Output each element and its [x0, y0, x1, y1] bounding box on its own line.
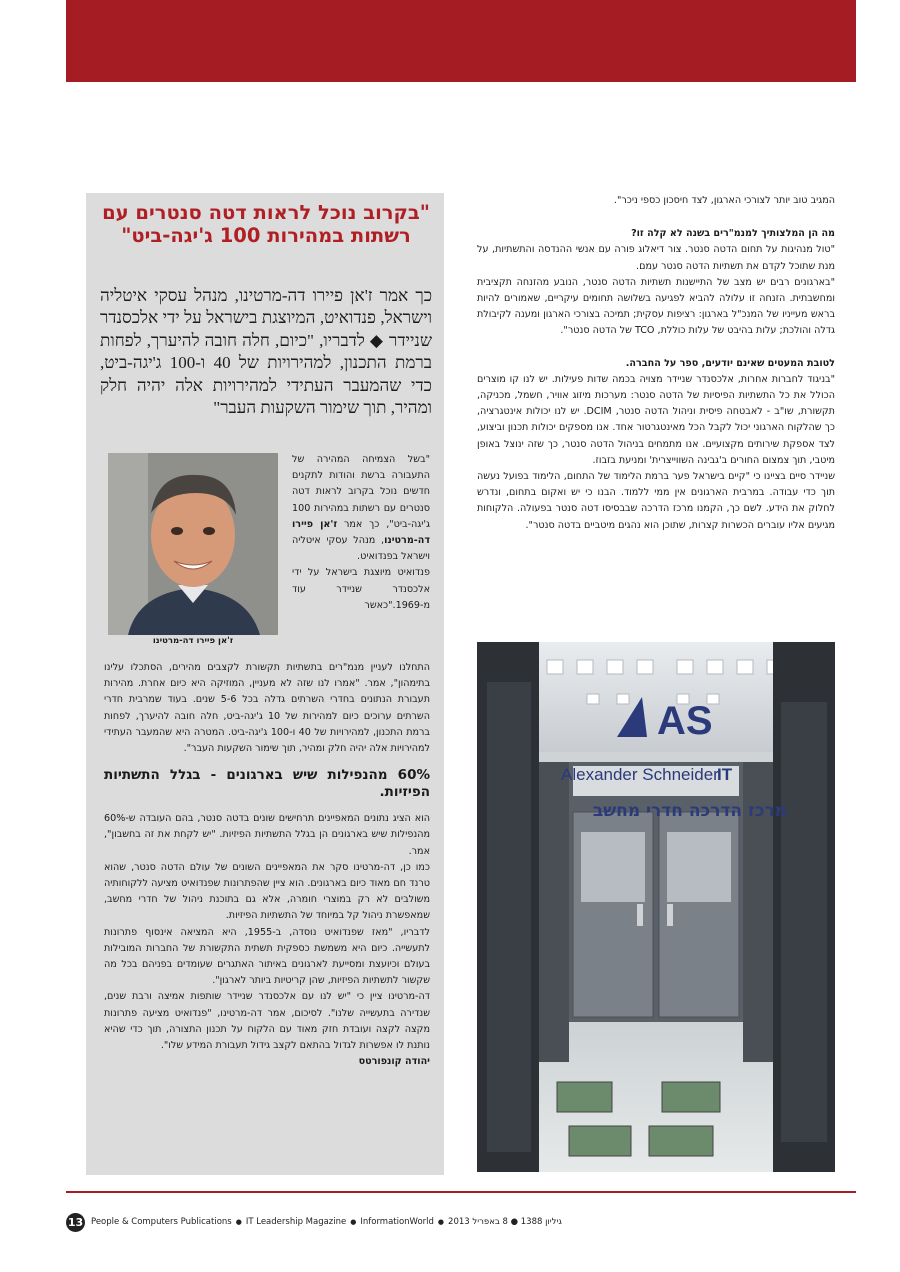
speaker-name: ז'אן פיירו דה-מרטינו	[292, 518, 430, 547]
paragraph: הוא הציג נתונים המאפיינים תרחישים שונים בדטה סנטר, בהם העובדה ש-60% מהנפילות שיש בארגונים הן בגלל התשתיות הפיזיות. "יש לקחת את זה בחשבון", אמר.	[104, 813, 430, 857]
right-article-column	[477, 193, 835, 534]
paragraph: שניידר סיים בציינו כי "קיים בישראל פער ברמת הלימוד של התחום, הלימוד בפועל נעשה תוך כדי עבודה. במרבית הארגונים אין ממי ללמוד. הבנו כי יש ואקום בתחום, ונדרש לחלוק את הידע. לשם כך, הקמנו מרכז הדרכה שבבסיסו דטה סנטר בפעולה. הלקוחות מגיעים אליו עוברים הכשרות קצרות, שתוכן הוא נהגים מיטביים בדטה סנטר".	[477, 471, 835, 531]
publication-line	[91, 1217, 562, 1227]
section-subheading: 60% מהנפילות שיש בארגונים - בגלל התשתיות הפיזיות.	[104, 767, 430, 801]
article-headline: "בקרוב נוכל לראות דטה סנטרים עם רשתות במהירות 100 ג'יגה-ביט"	[102, 201, 430, 247]
logo-mark: AS	[657, 699, 713, 743]
magazine-name: IT Leadership Magazine	[245, 1217, 347, 1227]
paragraph: דה-מרטינו ציין כי "יש לנו עם אלכסנדר שניידר שותפות אמיצה ורבת שנים, שנדירה בתעשייה שלנו". לסיכום, אמר דה-מרטינו, "פנדואיט מציעה פתרונות מקצה לקצה ועובדת חזק מאוד עם הלקוח על תכנון התצורה, תוך כדי שהיא נותנת לו אפשרות לגדול בהתאם לקצב גידול תעבורת המידע שלו".	[104, 991, 430, 1052]
magazine-name: InformationWorld	[360, 1217, 434, 1227]
training-center-sign: מרכז הדרכה חדרי מחשב	[592, 801, 787, 821]
article-lead: כך אמר ז'אן פיירו דה-מרטינו, מנהל עסקי איטליה וישראל, פנדואיט, המיוצגת בישראל על ידי אלכסנדר שניידר ◆ לדבריו, "כיום, חלה חובה להיערך, לפחות ברמת התכנון, למהירויות של 40 ו-100 ג'יגה-ביט, כדי שהמעבר העתידי למהירויות אלה יהיה חלק ומהיר, תוך שימור השקעות העבר"	[100, 286, 432, 418]
paragraph: "טול מנהיגות על תחום הדטה סנטר. צור דיאלוג פורה עם אנשי ההנדסה והתשתיות, על מנת שתוכל לקדם את תשתיות הדטה סנטר עמם.	[477, 244, 835, 272]
issue-info: גיליון 1388 ● 8 באפריל 2013	[448, 1217, 562, 1227]
speaker-portrait	[108, 453, 278, 635]
left-article-body	[104, 660, 430, 1070]
paragraph: המגיב טוב יותר לצורכי הארגון, לצד חיסכון כספי ניכר".	[613, 195, 835, 206]
page-footer	[66, 1213, 856, 1233]
brand-name: Alexander Schneider	[561, 765, 719, 784]
separator-dot: ●	[235, 1218, 242, 1226]
paragraph: התחלנו לעניין מנמ"רים בתשתיות תקשורת לקצבים מהירים, הסתכלו עלינו בתימהון", אמר. "אמרו לנו שזה לא מעניין, המוזיקה היא כיום אחרת. מהירות תעבורת הנתונים בחדרי השרתים גדלה בכל 5-6 שנים. בעוד שמרבית חדרי השרתים ערוכים כיום למהירות של 10 ג'יגה-ביט, חלה חובה להיערך, לפחות ברמת התכנון, למהירויות של 40 ו-100 ג'יגה-ביט. המטרה היא שהמעבר העתידי למהירויות אלה יהיה חלק ומהיר, תוך שימור השקעות העבר".	[104, 662, 430, 755]
author-signature: יהודה קונפורטס	[358, 1056, 430, 1068]
paragraph: לדבריו, "מאז שפנדואיט נוסדה, ב-1955, היא המציאה אינסוף פתרונות לתעשייה. כיום היא משמשת כספקית תשתית התקשורת של החברות המובילות בעולם וכיועצת ומסייעת לארגונים באיתור האתגרים שעומדים בפניהם בכל מה שקשור לתשתיות הפיזיות, שהן קריטיות ביותר לארגון".	[104, 926, 430, 987]
publisher-name: People & Computers Publications	[91, 1217, 232, 1227]
paragraph: פנדואיט מיוצגת בישראל על ידי אלכסנדר שניידר עוד מ-1969."כאשר	[292, 567, 430, 611]
paragraph	[292, 452, 430, 565]
separator-dot: ●	[437, 1218, 445, 1226]
portrait-caption: ז'אן פיירו דה-מרטינו	[152, 636, 234, 646]
paragraph: "בניגוד לחברות אחרות, אלכסנדר שניידר מצויה בכמה שדות פעילות. יש לנו קו מוצרים הכולל את כל התשתיות הפיסיות של הדטה סנטר: מערכות מיזוג אוויר, חשמל, מכניקה, תקשורת, שו"ב - לאבטחה פיסית וניהול הדטה סנטר, DCIM. יש לנו יכולות אינטגרציה, כך שהלקוח הארגוני יכול לקבל הכל מאינטגרטור אחד. אנו מספקים יכולות תכנון וביצוע, לצד אספקת שירותים מקצועיים. אנו מתמחים בניהול הדטה סנטר, כך שזה ינוצל באופן מיטבי, תוך צמצום החורים ב'גבינה השווייצרית' ומניעת בזבוז.	[477, 373, 835, 466]
text-span: , מנהל עסקי איטליה וישראל בפנדואיט.	[292, 535, 430, 563]
footer-rule	[66, 1191, 856, 1193]
separator-dot: ●	[350, 1218, 357, 1226]
text-span: "בשל הצמיחה המהירה של התעבורה ברשת והודות לתקנים חדשים נוכל בקרוב לראות דטה סנטרים עם רשתות במהירות 100 ג'יגה-ביט", כך אמר	[292, 454, 430, 530]
paragraph: "בארגונים רבים יש מצב של התיישנות תשתיות הדטה סנטר, הנובע מהזנחה תקציבית ומחשבתית. הזנחה זו עלולה להביא לפגיעה בשלושה תחומים עיקריים, שאמורים להיות בראש מעייניו של המנכ"ל בארגון: רציפות עסקית; תמיכה בצורכי הארגון ומענה לקיבולת גדלה והולכת; עלות בהיבט של עלות כוללת, TCO של הדטה סנטר".	[477, 276, 835, 337]
narrow-column	[292, 452, 430, 614]
paragraph: כמו כן, דה-מרטינו סקר את המאפיינים השונים של עולם הדטה סנטר, שהוא טרנד חם מאוד כיום בארגונים. הוא ציין שהפתרונות שפנדואיט מציעה ללקוחותיה משולבים לא רק במוצרי חומרה, אלא גם בתוכנת ניהול של חדרי מחשב, שמאפשרת ניהול קל במיוחד של התשתיות הפיזיות.	[104, 861, 430, 922]
question-heading: מה הן המלצותיך למנמ"רים בשנה לא קלה זו?	[631, 228, 835, 240]
question-heading: לטובת המעטים שאינם יודעים, ספר על החברה.	[625, 357, 835, 369]
page-number: 13	[66, 1213, 85, 1232]
top-color-bar	[66, 0, 856, 82]
brand-it: IT	[717, 765, 733, 784]
training-center-photo	[477, 642, 835, 1172]
